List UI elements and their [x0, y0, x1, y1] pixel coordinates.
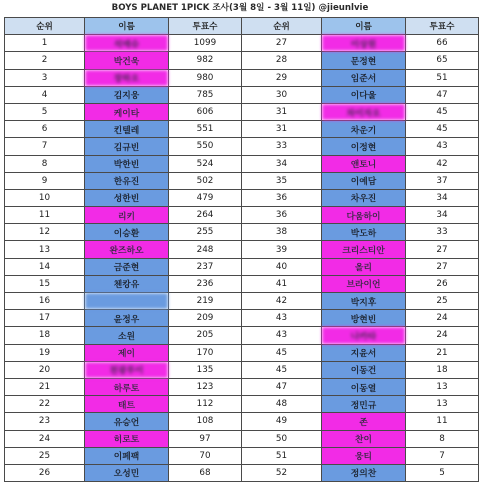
contestant-name-cell-left: 천광루이 — [85, 361, 169, 378]
vote-count-cell-left: 135 — [169, 361, 242, 378]
vote-count-cell-left: 980 — [169, 69, 242, 86]
contestant-name-cell-right: 나카타 — [322, 327, 406, 344]
rank-cell-right: 51 — [242, 447, 322, 464]
contestant-name-cell-right: 이동건 — [322, 361, 406, 378]
rank-cell-right: 48 — [242, 396, 322, 413]
vote-count-cell-left: 550 — [169, 138, 242, 155]
contestant-name-cell-left — [85, 293, 169, 310]
vote-count-cell-left: 236 — [169, 275, 242, 292]
contestant-name-cell-left: 윤정우 — [85, 310, 169, 327]
contestant-name-cell-right: 이동열 — [322, 378, 406, 395]
vote-count-cell-right: 27 — [406, 241, 479, 258]
vote-count-cell-left: 112 — [169, 396, 242, 413]
rank-cell-left: 24 — [5, 430, 85, 447]
rank-cell-right: 35 — [242, 172, 322, 189]
table-row — [5, 86, 479, 103]
contestant-name-cell-right: 이상원 — [322, 35, 406, 52]
contestant-name-cell-left: 오성민 — [85, 464, 169, 481]
header-name-left: 이름 — [85, 18, 169, 35]
contestant-name-cell-left: 킨텔레 — [85, 121, 169, 138]
table-row — [5, 258, 479, 275]
contestant-name-cell-right: 정민규 — [322, 396, 406, 413]
rank-cell-left: 9 — [5, 172, 85, 189]
vote-count-cell-right: 7 — [406, 447, 479, 464]
header-row — [5, 18, 479, 35]
contestant-name-cell-right: 다움하이 — [322, 207, 406, 224]
vote-count-cell-right: 13 — [406, 396, 479, 413]
vote-count-cell-left: 97 — [169, 430, 242, 447]
vote-count-cell-right: 27 — [406, 258, 479, 275]
contestant-name-cell-right: 차운기 — [322, 121, 406, 138]
contestant-name-cell-right: 임준서 — [322, 69, 406, 86]
contestant-name-cell-right: 방현빈 — [322, 310, 406, 327]
vote-count-cell-left: 108 — [169, 413, 242, 430]
vote-count-cell-right: 8 — [406, 430, 479, 447]
rank-cell-right: 34 — [242, 155, 322, 172]
vote-count-cell-right: 42 — [406, 155, 479, 172]
vote-count-cell-left: 248 — [169, 241, 242, 258]
rank-cell-right: 39 — [242, 241, 322, 258]
contestant-name-cell-right: 찬이 — [322, 430, 406, 447]
vote-count-cell-right: 66 — [406, 35, 479, 52]
table-row — [5, 327, 479, 344]
rank-cell-left: 4 — [5, 86, 85, 103]
table-row — [5, 121, 479, 138]
contestant-name-cell-right: 존 — [322, 413, 406, 430]
contestant-name-cell-left: 첸캉유 — [85, 275, 169, 292]
rank-cell-right: 29 — [242, 69, 322, 86]
contestant-name-cell-left: 유승언 — [85, 413, 169, 430]
contestant-name-cell-right: 박도하 — [322, 224, 406, 241]
rank-cell-right: 31 — [242, 121, 322, 138]
table-row — [5, 310, 479, 327]
rank-cell-right: 41 — [242, 275, 322, 292]
vote-count-cell-right: 24 — [406, 327, 479, 344]
contestant-name-cell-left: 석매슈 — [85, 35, 169, 52]
vote-count-cell-right: 21 — [406, 344, 479, 361]
contestant-name-cell-right: 정의찬 — [322, 464, 406, 481]
rank-cell-left: 20 — [5, 361, 85, 378]
rank-cell-left: 3 — [5, 69, 85, 86]
contestant-name-cell-left: 박한빈 — [85, 155, 169, 172]
contestant-name-cell-left: 박건욱 — [85, 52, 169, 69]
table-row — [5, 447, 479, 464]
table-row — [5, 224, 479, 241]
vote-table — [4, 17, 479, 482]
contestant-name-cell-right: 웅티 — [322, 447, 406, 464]
contestant-name-cell-left: 이페팩 — [85, 447, 169, 464]
page-title: BOYS PLANET 1PICK 조사(3월 8일 - 3월 11일) @jieunlvie — [111, 3, 369, 13]
vote-count-cell-left: 551 — [169, 121, 242, 138]
table-row — [5, 241, 479, 258]
vote-count-cell-left: 123 — [169, 378, 242, 395]
header-name-right: 이름 — [322, 18, 406, 35]
rank-cell-right: 30 — [242, 86, 322, 103]
table-header — [5, 18, 479, 35]
rank-cell-right: 38 — [242, 224, 322, 241]
contestant-name-cell-right: 올리 — [322, 258, 406, 275]
contestant-name-cell-left: 성한빈 — [85, 189, 169, 206]
vote-count-cell-right: 34 — [406, 207, 479, 224]
table-row — [5, 35, 479, 52]
contestant-name-cell-left: 김지웅 — [85, 86, 169, 103]
vote-count-cell-right: 11 — [406, 413, 479, 430]
contestant-name-cell-left: 김규빈 — [85, 138, 169, 155]
vote-count-cell-left: 264 — [169, 207, 242, 224]
rank-cell-right: 52 — [242, 464, 322, 481]
table-row — [5, 155, 479, 172]
contestant-name-cell-left: 금준현 — [85, 258, 169, 275]
vote-count-cell-left: 68 — [169, 464, 242, 481]
rank-cell-right: 28 — [242, 52, 322, 69]
vote-count-cell-left: 785 — [169, 86, 242, 103]
rank-cell-left: 12 — [5, 224, 85, 241]
rank-cell-right: 50 — [242, 430, 322, 447]
rank-cell-right: 43 — [242, 327, 322, 344]
vote-count-cell-right: 43 — [406, 138, 479, 155]
contestant-name-cell-left: 한유진 — [85, 172, 169, 189]
rank-cell-left: 23 — [5, 413, 85, 430]
vote-count-cell-left: 606 — [169, 103, 242, 120]
rank-cell-left: 14 — [5, 258, 85, 275]
rank-cell-left: 16 — [5, 293, 85, 310]
table-body — [5, 35, 479, 482]
contestant-name-cell-left: 태트 — [85, 396, 169, 413]
contestant-name-cell-right: 이예담 — [322, 172, 406, 189]
table-row — [5, 413, 479, 430]
vote-count-cell-left: 170 — [169, 344, 242, 361]
rank-cell-right: 47 — [242, 378, 322, 395]
table-row — [5, 138, 479, 155]
table-row — [5, 207, 479, 224]
contestant-name-cell-left: 완즈하오 — [85, 241, 169, 258]
vote-count-cell-right: 47 — [406, 86, 479, 103]
contestant-name-cell-right: 이정현 — [322, 138, 406, 155]
rank-cell-left: 26 — [5, 464, 85, 481]
header-rank-left: 순위 — [5, 18, 85, 35]
rank-cell-left: 13 — [5, 241, 85, 258]
vote-count-cell-right: 24 — [406, 310, 479, 327]
table-row — [5, 430, 479, 447]
rank-cell-right: 45 — [242, 361, 322, 378]
table-row — [5, 293, 479, 310]
rank-cell-right: 36 — [242, 189, 322, 206]
contestant-name-cell-right: 이다울 — [322, 86, 406, 103]
vote-count-cell-left: 479 — [169, 189, 242, 206]
header-rank-right: 순위 — [242, 18, 322, 35]
rank-cell-left: 17 — [5, 310, 85, 327]
rank-cell-right: 42 — [242, 293, 322, 310]
vote-count-cell-right: 65 — [406, 52, 479, 69]
rank-cell-left: 1 — [5, 35, 85, 52]
table-row — [5, 189, 479, 206]
table-row — [5, 344, 479, 361]
contestant-name-cell-left: 소원 — [85, 327, 169, 344]
rank-cell-left: 19 — [5, 344, 85, 361]
contestant-name-cell-left: 리키 — [85, 207, 169, 224]
rank-cell-right: 49 — [242, 413, 322, 430]
vote-count-cell-right: 37 — [406, 172, 479, 189]
header-votes-right: 투표수 — [406, 18, 479, 35]
contestant-name-cell-left: 케이타 — [85, 103, 169, 120]
table-row — [5, 361, 479, 378]
vote-count-cell-left: 502 — [169, 172, 242, 189]
rank-cell-left: 2 — [5, 52, 85, 69]
table-row — [5, 172, 479, 189]
contestant-name-cell-right: 박지후 — [322, 293, 406, 310]
vote-count-cell-left: 219 — [169, 293, 242, 310]
vote-count-cell-right: 33 — [406, 224, 479, 241]
contestant-name-cell-right: 지윤서 — [322, 344, 406, 361]
rank-cell-left: 8 — [5, 155, 85, 172]
contestant-name-cell-left: 장하오 — [85, 69, 169, 86]
rank-cell-left: 11 — [5, 207, 85, 224]
contestant-name-cell-right: 브라이언 — [322, 275, 406, 292]
rank-cell-right: 31 — [242, 103, 322, 120]
contestant-name-cell-left: 하루토 — [85, 378, 169, 395]
table-row — [5, 52, 479, 69]
rank-cell-right: 40 — [242, 258, 322, 275]
contestant-name-cell-right: 앤토니 — [322, 155, 406, 172]
rank-cell-left: 7 — [5, 138, 85, 155]
rank-cell-right: 43 — [242, 310, 322, 327]
rank-cell-left: 25 — [5, 447, 85, 464]
vote-count-cell-right: 34 — [406, 189, 479, 206]
rank-cell-left: 21 — [5, 378, 85, 395]
vote-count-cell-left: 209 — [169, 310, 242, 327]
rank-cell-left: 5 — [5, 103, 85, 120]
contestant-name-cell-right: 문정현 — [322, 52, 406, 69]
table-row — [5, 69, 479, 86]
rank-cell-right: 45 — [242, 344, 322, 361]
vote-count-cell-right: 51 — [406, 69, 479, 86]
contestant-name-cell-left: 제이 — [85, 344, 169, 361]
vote-count-cell-left: 255 — [169, 224, 242, 241]
vote-count-cell-right: 45 — [406, 103, 479, 120]
contestant-name-cell-right: 차이자오 — [322, 103, 406, 120]
vote-count-cell-right: 5 — [406, 464, 479, 481]
contestant-name-cell-left: 히로토 — [85, 430, 169, 447]
vote-count-cell-right: 25 — [406, 293, 479, 310]
rank-cell-right: 36 — [242, 207, 322, 224]
contestant-name-cell-left: 이승환 — [85, 224, 169, 241]
vote-count-cell-left: 1099 — [169, 35, 242, 52]
vote-count-cell-right: 18 — [406, 361, 479, 378]
vote-count-cell-left: 70 — [169, 447, 242, 464]
rank-cell-left: 22 — [5, 396, 85, 413]
table-row — [5, 378, 479, 395]
vote-count-cell-right: 13 — [406, 378, 479, 395]
table-row — [5, 396, 479, 413]
vote-count-cell-right: 45 — [406, 121, 479, 138]
vote-count-cell-left: 237 — [169, 258, 242, 275]
rank-cell-left: 10 — [5, 189, 85, 206]
contestant-name-cell-right: 크리스티안 — [322, 241, 406, 258]
rank-cell-left: 15 — [5, 275, 85, 292]
vote-count-cell-left: 524 — [169, 155, 242, 172]
rank-cell-left: 18 — [5, 327, 85, 344]
rank-cell-left: 6 — [5, 121, 85, 138]
rank-cell-right: 27 — [242, 35, 322, 52]
contestant-name-cell-right: 차우진 — [322, 189, 406, 206]
vote-count-cell-left: 205 — [169, 327, 242, 344]
table-row — [5, 464, 479, 481]
table-row — [5, 103, 479, 120]
vote-count-cell-left: 982 — [169, 52, 242, 69]
header-votes-left: 투표수 — [169, 18, 242, 35]
rank-cell-right: 33 — [242, 138, 322, 155]
table-row — [5, 275, 479, 292]
vote-count-cell-right: 26 — [406, 275, 479, 292]
